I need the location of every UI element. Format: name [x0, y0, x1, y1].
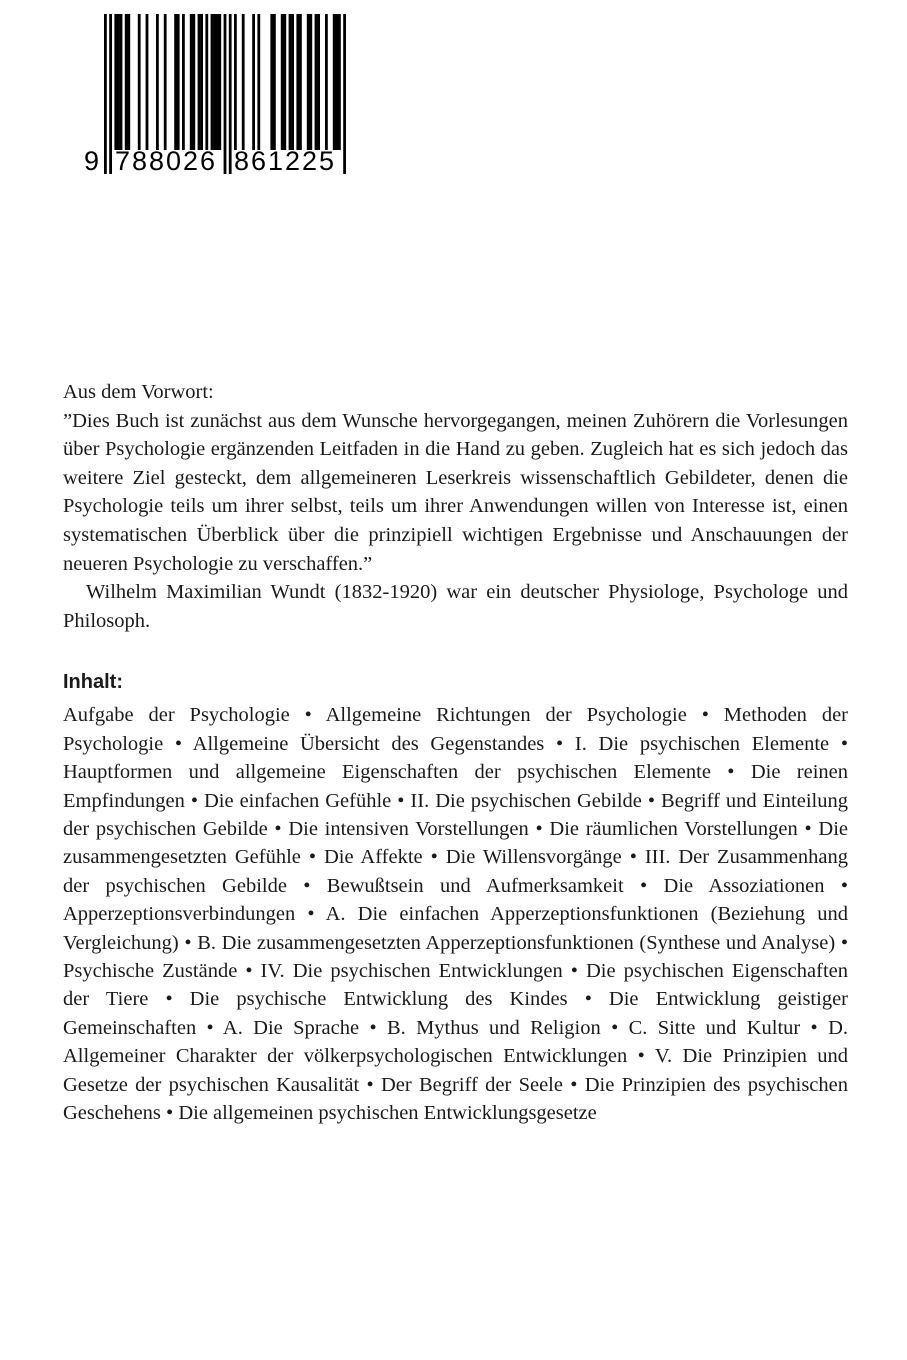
barcode-bar: [198, 14, 201, 150]
barcode-bar: [117, 14, 120, 150]
contents-list: Aufgabe der Psychologie • Allgemeine Richtungen der Psychologie • Methoden der Psychologie • Allgemeine Übersicht des Gegenstandes • I. Die psychischen Elemente • Hauptformen und allgemeine Eigenschaften der psychischen Elemente • Die reinen Empfindungen • Die einfachen Gefühle • II. Die psychischen Gebilde • Begriff und Einteilung der psychischen Gebilde • Die intensiven Vorstellungen • Die räumlichen Vorstellungen • Die zusammengesetzten Gefühle • Die Affekte • Die Willensvorgänge • III. Der Zusammenhang der psychischen Gebilde • Bewußtsein und Aufmerksamkeit • Die Assoziationen • Apperzeptionsverbindungen • A. Die einfachen Apperzeptionsfunktionen (Beziehung und Vergleichung) • B. Die zusammengesetzten Apperzeptionsfunktionen (Synthese und Analyse) • Psychische Zustände • IV. Die psychischen Entwicklungen • Die psychischen Eigenschaften der Tiere • Die psychische Entwicklung des Kindes • Die Entwicklung geistiger Gemeinschaften • A. Die Sprache • B. Mythus und Religion • C. Sitte und Kultur • D. Allgemeiner Charakter der völkerpsychologischen Entwicklungen • V. Die Prinzipien und Gesetze der psychischen Kausalität • Der Begriff der Seele • Die Prinzipien des psychischen Geschehens • Die allgemeinen psychischen Entwicklungsgesetze: [63, 704, 848, 1125]
barcode-bar: [218, 14, 221, 150]
barcode-bar: [289, 14, 292, 150]
barcode-bar: [242, 14, 245, 150]
barcode-bar: [156, 14, 159, 150]
barcode-bar: [164, 14, 167, 150]
barcode-bar: [317, 14, 320, 150]
barcode-bar: [224, 14, 227, 174]
barcode-bar: [174, 14, 177, 150]
barcode-bar: [315, 14, 318, 150]
barcode-bar: [335, 14, 338, 150]
barcode-bar: [205, 14, 208, 150]
barcode-bar: [177, 14, 180, 150]
author-bio: Wilhelm Maximilian Wundt (1832-1920) war ein deutscher Physiologe, Psychologe und Philosoph.: [63, 581, 848, 632]
barcode-bar: [307, 14, 310, 150]
barcode-digit: 8: [132, 146, 148, 176]
barcode-digit: 8: [234, 146, 250, 176]
barcode-bar: [109, 14, 112, 174]
barcode-bar: [190, 14, 193, 150]
barcode-bar: [343, 14, 346, 174]
barcode-bar: [211, 14, 214, 150]
barcode-bar: [273, 14, 276, 150]
barcode-bar: [291, 14, 294, 150]
barcode-bar: [325, 14, 328, 150]
barcode-bar: [146, 14, 149, 150]
barcode-digit: 0: [166, 146, 182, 176]
barcode-digit: 7: [115, 146, 131, 176]
barcode-bar: [200, 14, 203, 150]
barcode-bar: [213, 14, 216, 150]
barcode-bar: [309, 14, 312, 150]
barcode-digit: 9: [84, 146, 100, 176]
isbn-barcode: [86, 14, 348, 176]
barcode-bar: [127, 14, 130, 150]
barcode-digit: 5: [319, 146, 335, 176]
barcode-bar: [120, 14, 123, 150]
barcode-bar: [182, 14, 185, 150]
barcode-bar: [296, 14, 299, 150]
barcode-digit: 2: [302, 146, 318, 176]
back-cover-text: [63, 378, 848, 1127]
barcode-digit: 8: [149, 146, 165, 176]
barcode-bar: [216, 14, 219, 150]
barcode-bar: [338, 14, 341, 150]
barcode-bar: [114, 14, 117, 150]
barcode-bar: [252, 14, 255, 150]
barcode-digit: 2: [183, 146, 199, 176]
barcode-bar: [281, 14, 284, 150]
barcode-bar: [283, 14, 286, 150]
contents-heading: Inhalt:: [63, 671, 123, 694]
barcode-digit: 6: [251, 146, 267, 176]
barcode-bar: [257, 14, 260, 150]
barcode-digit: 6: [200, 146, 216, 176]
barcode-bar: [104, 14, 107, 174]
barcode-digit: 1: [268, 146, 284, 176]
barcode-bar: [333, 14, 336, 150]
preface-heading: Aus dem Vorwort:: [63, 381, 214, 403]
barcode-bar: [270, 14, 273, 150]
barcode-bar: [138, 14, 141, 150]
barcode-bar: [234, 14, 237, 150]
barcode-digit: 2: [285, 146, 301, 176]
barcode-bar: [192, 14, 195, 150]
barcode-bar: [125, 14, 128, 150]
barcode-bar: [229, 14, 232, 174]
preface-quote: ”Dies Buch ist zunächst aus dem Wunsche hervorgegangen, meinen Zuhörern die Vorlesungen über Psychologie ergänzenden Leitfaden in die Hand zu geben. Zugleich hat es sich jedoch das weitere Ziel gesteckt, dem allgemeineren Leserkreis wissenschaftlich Gebildeter, denen die Psychologie teils um ihrer selbst, teils um ihrer Anwendungen willen von Interesse ist, einen systematischen Überblick über die prinzipiell wichtigen Ergebnisse und Anschauungen der neueren Psychologie zu verschaffen.”: [63, 409, 848, 575]
barcode-bar: [299, 14, 302, 150]
